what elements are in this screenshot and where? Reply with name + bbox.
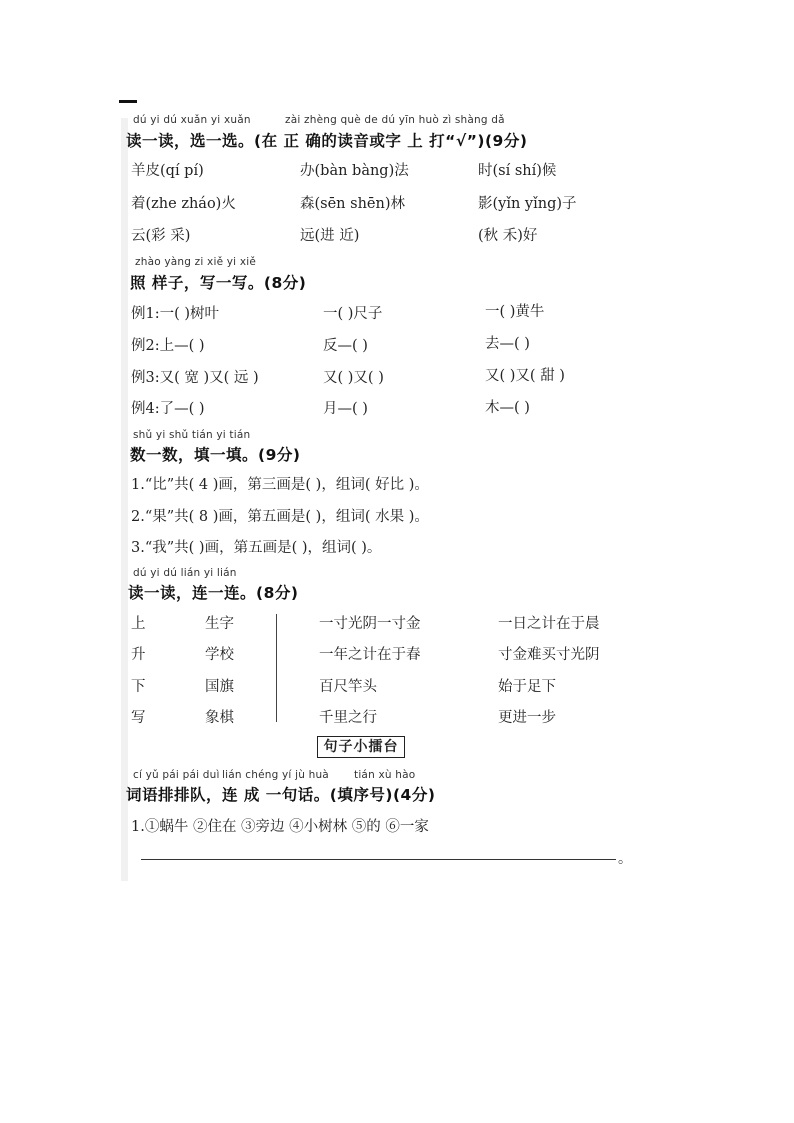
- s1-item: 远(进 近): [300, 228, 360, 244]
- s4-right-b: 始于足下: [498, 679, 556, 695]
- s1-pinyin-a: dú yi dú xuǎn yi xuǎn: [133, 114, 251, 126]
- s4-mid: 象棋: [205, 710, 234, 726]
- s1-item: 影(yǐn yǐng)子: [478, 196, 577, 212]
- s2-item: 一( )黄牛: [485, 304, 545, 320]
- s4-right-a: 一寸光阴一寸金: [319, 616, 421, 632]
- scan-left-edge: [121, 118, 128, 881]
- s4-right-a: 一年之计在于春: [319, 647, 421, 663]
- s1-item: (秋 禾)好: [478, 228, 538, 244]
- s2-item: 去—( ): [485, 336, 530, 352]
- s2-item: 一( )尺子: [323, 306, 383, 322]
- s1-item: 着(zhe zháo)火: [131, 196, 236, 212]
- s5-title: 词语排排队，连 成 一句话。(填序号)(4分): [126, 786, 436, 804]
- s4-left: 升: [131, 647, 146, 663]
- s1-item: 时(sí shí)候: [478, 163, 557, 179]
- s1-item: 办(bàn bàng)法: [300, 163, 409, 179]
- s4-right-b: 更进一步: [498, 710, 556, 726]
- s4-divider: [276, 614, 277, 722]
- s1-item: 森(sēn shēn)林: [300, 196, 405, 212]
- s2-item: 例1:一( )树叶: [131, 306, 220, 322]
- s4-right-b: 寸金难买寸光阴: [498, 647, 600, 663]
- s5-pinyin-b: lián chéng yí jù huà: [222, 769, 329, 781]
- s1-item: 云(彩 采): [131, 228, 191, 244]
- s4-left: 上: [131, 616, 146, 632]
- s1-pinyin-b: zài zhèng què de dú yīn huò zì shàng dǎ: [285, 114, 505, 126]
- s2-item: 例2:上—( ): [131, 338, 205, 354]
- answer-line: [141, 859, 616, 860]
- s4-mid: 学校: [205, 647, 234, 663]
- s2-pinyin: zhào yàng zi xiě yi xiě: [135, 256, 257, 268]
- end-period: 。: [618, 851, 632, 867]
- s4-pinyin: dú yi dú lián yi lián: [133, 567, 237, 579]
- s4-title: 读一读，连一连。(8分): [128, 584, 299, 602]
- s1-title: 读一读，选一选。(在 正 确的读音或字 上 打“√”)(9分): [126, 132, 528, 150]
- s4-right-b: 一日之计在于晨: [498, 616, 600, 632]
- s1-item: 羊皮(qí pí): [131, 163, 204, 179]
- s4-mid: 生字: [205, 616, 234, 632]
- s2-item: 例3:又( 宽 )又( 远 ): [131, 370, 259, 386]
- section-box-label: 句子小擂台: [317, 736, 405, 758]
- s4-right-a: 千里之行: [319, 710, 377, 726]
- s3-title: 数一数，填一填。(9分): [130, 446, 301, 464]
- s2-item: 月—( ): [323, 401, 368, 417]
- s2-item: 木—( ): [485, 400, 530, 416]
- s5-pinyin-a: cí yǔ pái pái duì: [133, 769, 220, 781]
- corner-mark: [119, 100, 137, 103]
- s4-left: 写: [131, 710, 146, 726]
- s3-item: 1.“比”共( 4 )画，第三画是( )，组词( 好比 )。: [131, 477, 429, 493]
- s4-left: 下: [131, 679, 146, 695]
- s5-line1: 1.①蜗牛 ②住在 ③旁边 ④小树林 ⑤的 ⑥一家: [131, 819, 429, 835]
- s4-mid: 国旗: [205, 679, 234, 695]
- s2-title: 照 样子，写一写。(8分): [130, 274, 307, 292]
- s2-item: 反—( ): [323, 338, 368, 354]
- s2-item: 例4:了—( ): [131, 401, 205, 417]
- s2-item: 又( )又( 甜 ): [485, 368, 565, 384]
- s3-pinyin: shǔ yi shǔ tián yi tián: [133, 429, 251, 441]
- s3-item: 2.“果”共( 8 )画，第五画是( )，组词( 水果 )。: [131, 509, 429, 525]
- s2-item: 又( )又( ): [323, 370, 384, 386]
- s3-item: 3.“我”共( )画，第五画是( )，组词( )。: [131, 540, 382, 556]
- s5-pinyin-c: tián xù hào: [354, 769, 416, 781]
- s4-right-a: 百尺竿头: [319, 679, 377, 695]
